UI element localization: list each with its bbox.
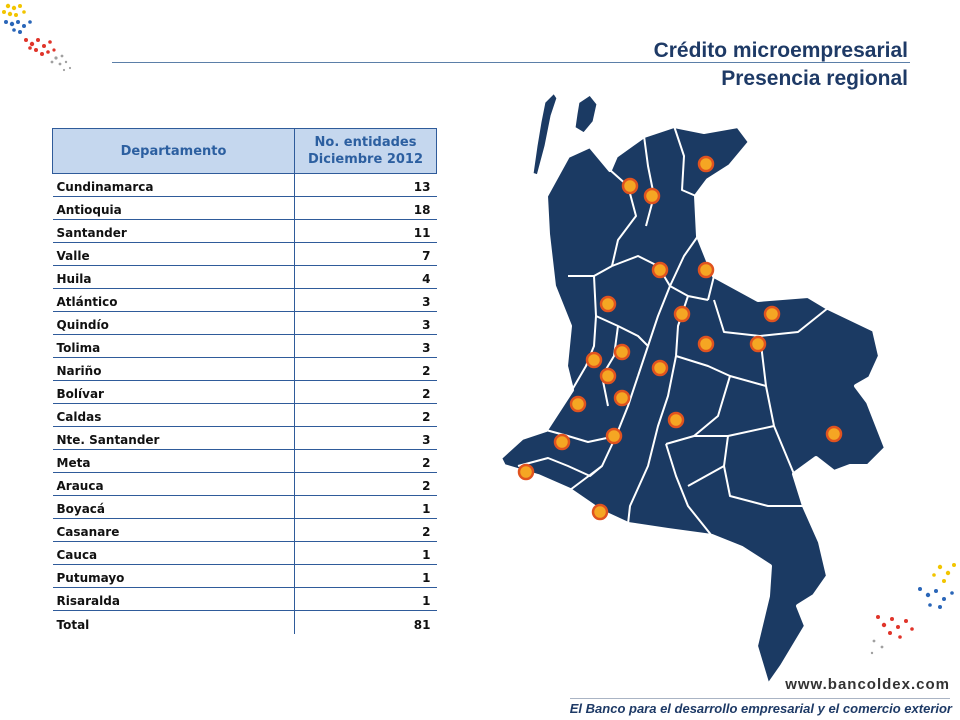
table-row xyxy=(53,197,437,220)
footer-tagline: El Banco para el desarrollo empresarial y el comercio exterior xyxy=(569,701,952,716)
departamento-cell: Cauca xyxy=(53,542,295,565)
departamento-cell: Nariño xyxy=(53,358,295,381)
location-marker xyxy=(653,263,667,277)
location-marker xyxy=(669,413,683,427)
entidades-cell: 3 xyxy=(295,427,437,450)
departamento-cell: Casanare xyxy=(53,519,295,542)
table-row xyxy=(53,427,437,450)
departamento-cell: Bolívar xyxy=(53,381,295,404)
departamento-cell: Santander xyxy=(53,220,295,243)
location-marker xyxy=(555,435,569,449)
footer-url[interactable]: www.bancoldex.com xyxy=(785,676,950,693)
table-row xyxy=(53,473,437,496)
table-row xyxy=(53,381,437,404)
table-row xyxy=(53,542,437,565)
location-marker xyxy=(765,307,779,321)
table-row xyxy=(53,496,437,519)
header-entidades-line1: No. entidades xyxy=(314,135,417,150)
location-marker xyxy=(587,353,601,367)
departamento-cell: Atlántico xyxy=(53,289,295,312)
location-marker xyxy=(675,307,689,321)
colombia-map xyxy=(498,86,898,686)
location-marker xyxy=(653,361,667,375)
entidades-cell: 18 xyxy=(295,197,437,220)
departamento-cell: Huila xyxy=(53,266,295,289)
entidades-cell: 4 xyxy=(295,266,437,289)
departamento-cell: Quindío xyxy=(53,312,295,335)
table-row xyxy=(53,220,437,243)
departamento-cell: Cundinamarca xyxy=(53,174,295,197)
departamento-cell: Putumayo xyxy=(53,565,295,588)
departamento-cell: Nte. Santander xyxy=(53,427,295,450)
mainland-outline xyxy=(500,126,886,686)
entidades-cell: 2 xyxy=(295,473,437,496)
departamento-cell: Risaralda xyxy=(53,588,295,611)
location-marker xyxy=(699,263,713,277)
entidades-table xyxy=(52,128,437,634)
entidades-cell: 2 xyxy=(295,519,437,542)
table-row xyxy=(53,312,437,335)
page-subtitle: Presencia regional xyxy=(721,67,908,90)
location-marker xyxy=(615,391,629,405)
entidades-cell: 7 xyxy=(295,243,437,266)
location-marker xyxy=(519,465,533,479)
table-row xyxy=(53,450,437,473)
decorative-dots xyxy=(870,555,960,665)
table-row xyxy=(53,243,437,266)
location-marker xyxy=(593,505,607,519)
departamento-cell: Caldas xyxy=(53,404,295,427)
departamento-cell: Valle xyxy=(53,243,295,266)
entidades-cell: 3 xyxy=(295,312,437,335)
location-marker xyxy=(751,337,765,351)
location-marker xyxy=(623,179,637,193)
entidades-cell: 1 xyxy=(295,542,437,565)
entidades-cell: 3 xyxy=(295,335,437,358)
location-marker xyxy=(615,345,629,359)
location-marker xyxy=(601,297,615,311)
header-entidades xyxy=(295,129,437,174)
entidades-cell: 81 xyxy=(413,617,431,632)
entidades-cell: 13 xyxy=(295,174,437,197)
entidades-cell: 2 xyxy=(295,381,437,404)
table-row xyxy=(53,565,437,588)
table-row xyxy=(53,335,437,358)
table-total-row xyxy=(53,611,437,634)
table-header-row xyxy=(53,129,437,174)
entidades-cell: 1 xyxy=(295,565,437,588)
location-marker xyxy=(571,397,585,411)
location-marker xyxy=(699,157,713,171)
departamento-cell: Arauca xyxy=(53,473,295,496)
providencia-island xyxy=(574,94,598,134)
header-departamento: Departamento xyxy=(53,129,295,174)
bancoldex-logo-dots xyxy=(0,0,80,80)
entidades-cell: 11 xyxy=(295,220,437,243)
footer-divider xyxy=(570,698,950,699)
departamento-cell: Tolima xyxy=(53,335,295,358)
table-row xyxy=(53,519,437,542)
entidades-cell: 2 xyxy=(295,358,437,381)
entidades-cell: 1 xyxy=(295,496,437,519)
entidades-cell: 1 xyxy=(295,588,437,611)
departamento-cell: Meta xyxy=(53,450,295,473)
table-row xyxy=(53,588,437,611)
header-entidades-line2: Diciembre 2012 xyxy=(307,152,423,167)
table-row xyxy=(53,289,437,312)
san-andres-island xyxy=(532,92,558,176)
location-marker xyxy=(699,337,713,351)
location-marker xyxy=(645,189,659,203)
page-title: Crédito microempresarial xyxy=(653,39,908,62)
table-row xyxy=(53,358,437,381)
departamento-cell: Antioquia xyxy=(53,197,295,220)
entidades-cell: 2 xyxy=(295,404,437,427)
location-marker xyxy=(601,369,615,383)
entidades-cell: 2 xyxy=(295,450,437,473)
location-marker xyxy=(607,429,621,443)
location-marker xyxy=(827,427,841,441)
table-row xyxy=(53,174,437,197)
entidades-cell: 3 xyxy=(295,289,437,312)
departamento-cell: Boyacá xyxy=(53,496,295,519)
table-row xyxy=(53,404,437,427)
departamento-cell: Total xyxy=(53,611,295,634)
table-row xyxy=(53,266,437,289)
